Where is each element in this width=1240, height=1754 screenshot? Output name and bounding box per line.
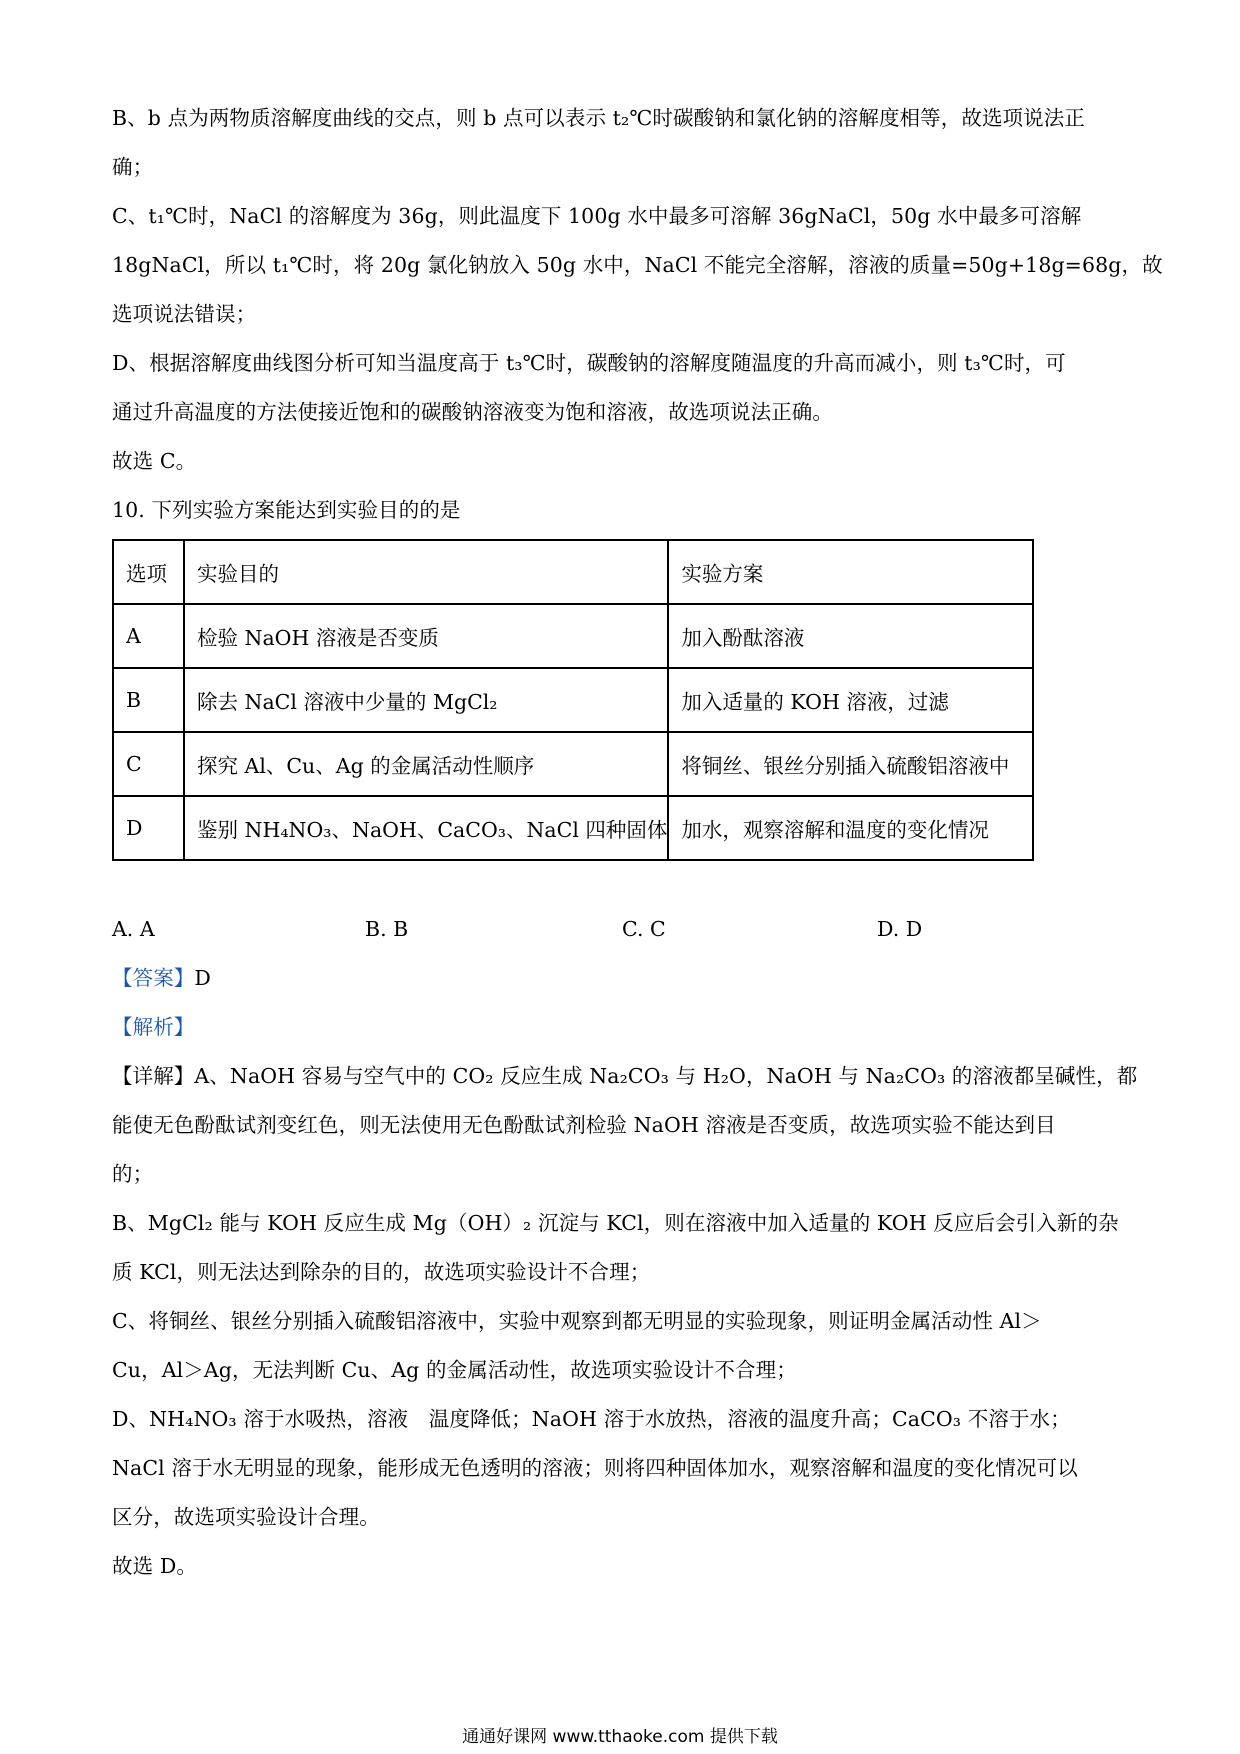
analysis-d-line1: D、NH₄NO₃ 溶于水吸热，溶液 温度降低；NaOH 溶于水放热，溶液的温度升高；CaCO₃ 不溶于水； [112, 1407, 1071, 1431]
table-cell-goal: 除去 NaCl 溶液中少量的 MgCl₂ [184, 668, 668, 732]
table-cell-option: D [113, 796, 184, 860]
prev-explanation-b-line1: B、b 点为两物质溶解度曲线的交点，则 b 点可以表示 t₂℃时碳酸钠和氯化钠的溶解度相等，故选项说法正 [112, 106, 1085, 130]
table-header-row [113, 540, 1033, 604]
analysis-a-line1 [112, 1052, 1138, 1101]
answer-value: D [194, 966, 211, 990]
prev-conclusion: 故选 C。 [112, 449, 197, 473]
analysis-tag: 【解析】 [112, 1015, 195, 1039]
answer-tag: 【答案】 [112, 966, 195, 990]
choice-a[interactable]: A. A [112, 917, 155, 941]
table-row [113, 668, 1033, 732]
table-header-cell: 实验方案 [668, 540, 1033, 604]
analysis-c-line1: C、将铜丝、银丝分别插入硫酸铝溶液中，实验中观察到都无明显的实验现象，则证明金属活动性 Al＞ [112, 1309, 1042, 1333]
prev-explanation-d-line1: D、根据溶解度曲线图分析可知当温度高于 t₃℃时，碳酸钠的溶解度随温度的升高而减小，则 t₃℃时，可 [112, 351, 1066, 375]
analysis-a-line3: 的； [112, 1162, 154, 1186]
table-cell-goal: 检验 NaOH 溶液是否变质 [184, 604, 668, 668]
analysis-a-text: A、NaOH 容易与空气中的 CO₂ 反应生成 Na₂CO₃ 与 H₂O，NaOH 与 Na₂CO₃ 的溶液都呈碱性，都 [194, 1064, 1138, 1088]
prev-explanation-b-line2: 确； [112, 155, 154, 179]
analysis-b-line2: 质 KCl，则无法达到除杂的目的，故选项实验设计不合理； [112, 1260, 651, 1284]
prev-explanation-c-line3: 选项说法错误； [112, 302, 257, 326]
prev-explanation-c-line2: 18gNaCl，所以 t₁℃时，将 20g 氯化钠放入 50g 水中，NaCl 不能完全溶解，溶液的质量=50g+18g=68g，故 [112, 253, 1163, 277]
answer-line [112, 954, 1132, 1003]
detail-tag: 【详解】 [112, 1064, 195, 1088]
page-body [112, 94, 1163, 1591]
prev-explanation-d-line2: 通过升高温度的方法使接近饱和的碳酸钠溶液变为饱和溶液，故选项说法正确。 [112, 400, 833, 424]
table-cell-goal: 鉴别 NH₄NO₃、NaOH、CaCO₃、NaCl 四种固体 [184, 796, 668, 860]
analysis-d-line3: 区分，故选项实验设计合理。 [112, 1505, 380, 1529]
table-cell-option: C [113, 732, 184, 796]
analysis-b-line1: B、MgCl₂ 能与 KOH 反应生成 Mg（OH）₂ 沉淀与 KCl，则在溶液中加入适量的 KOH 反应后会引入新的杂 [112, 1211, 1119, 1235]
table-cell-plan: 加入酚酞溶液 [668, 604, 1033, 668]
table-row [113, 796, 1033, 860]
prev-explanation-c-line1: C、t₁℃时，NaCl 的溶解度为 36g，则此温度下 100g 水中最多可溶解 36gNaCl，50g 水中最多可溶解 [112, 204, 1082, 228]
choice-c[interactable]: C. C [622, 917, 666, 941]
table-cell-option: A [113, 604, 184, 668]
analysis-c-line2: Cu，Al＞Ag，无法判断 Cu、Ag 的金属活动性，故选项实验设计不合理； [112, 1358, 797, 1382]
table-cell-goal: 探究 Al、Cu、Ag 的金属活动性顺序 [184, 732, 668, 796]
table-cell-plan: 加入适量的 KOH 溶液，过滤 [668, 668, 1033, 732]
table-cell-option: B [113, 668, 184, 732]
page-footer: 通通好课网 www.tthaoke.com 提供下载 [462, 1727, 778, 1747]
table-header-cell: 实验目的 [184, 540, 668, 604]
analysis-d-line2: NaCl 溶于水无明显的现象，能形成无色透明的溶液；则将四种固体加水，观察溶解和温度的变化情况可以 [112, 1456, 1078, 1480]
analysis-heading [112, 1003, 1132, 1052]
table-header-cell: 选项 [113, 540, 184, 604]
choice-b[interactable]: B. B [365, 917, 409, 941]
question-stem: 10. 下列实验方案能达到实验目的的是 [112, 498, 461, 522]
choice-d[interactable]: D. D [877, 917, 923, 941]
experiment-table [112, 539, 1034, 861]
table-row [113, 604, 1033, 668]
table-cell-plan: 将铜丝、银丝分别插入硫酸铝溶液中 [668, 732, 1033, 796]
analysis-conclusion: 故选 D。 [112, 1554, 197, 1578]
table-cell-plan: 加水，观察溶解和温度的变化情况 [668, 796, 1033, 860]
analysis-a-line2: 能使无色酚酞试剂变红色，则无法使用无色酚酞试剂检验 NaOH 溶液是否变质，故选项实验不能达到目 [112, 1113, 1056, 1137]
answer-choices [112, 905, 1132, 954]
table-row [113, 732, 1033, 796]
